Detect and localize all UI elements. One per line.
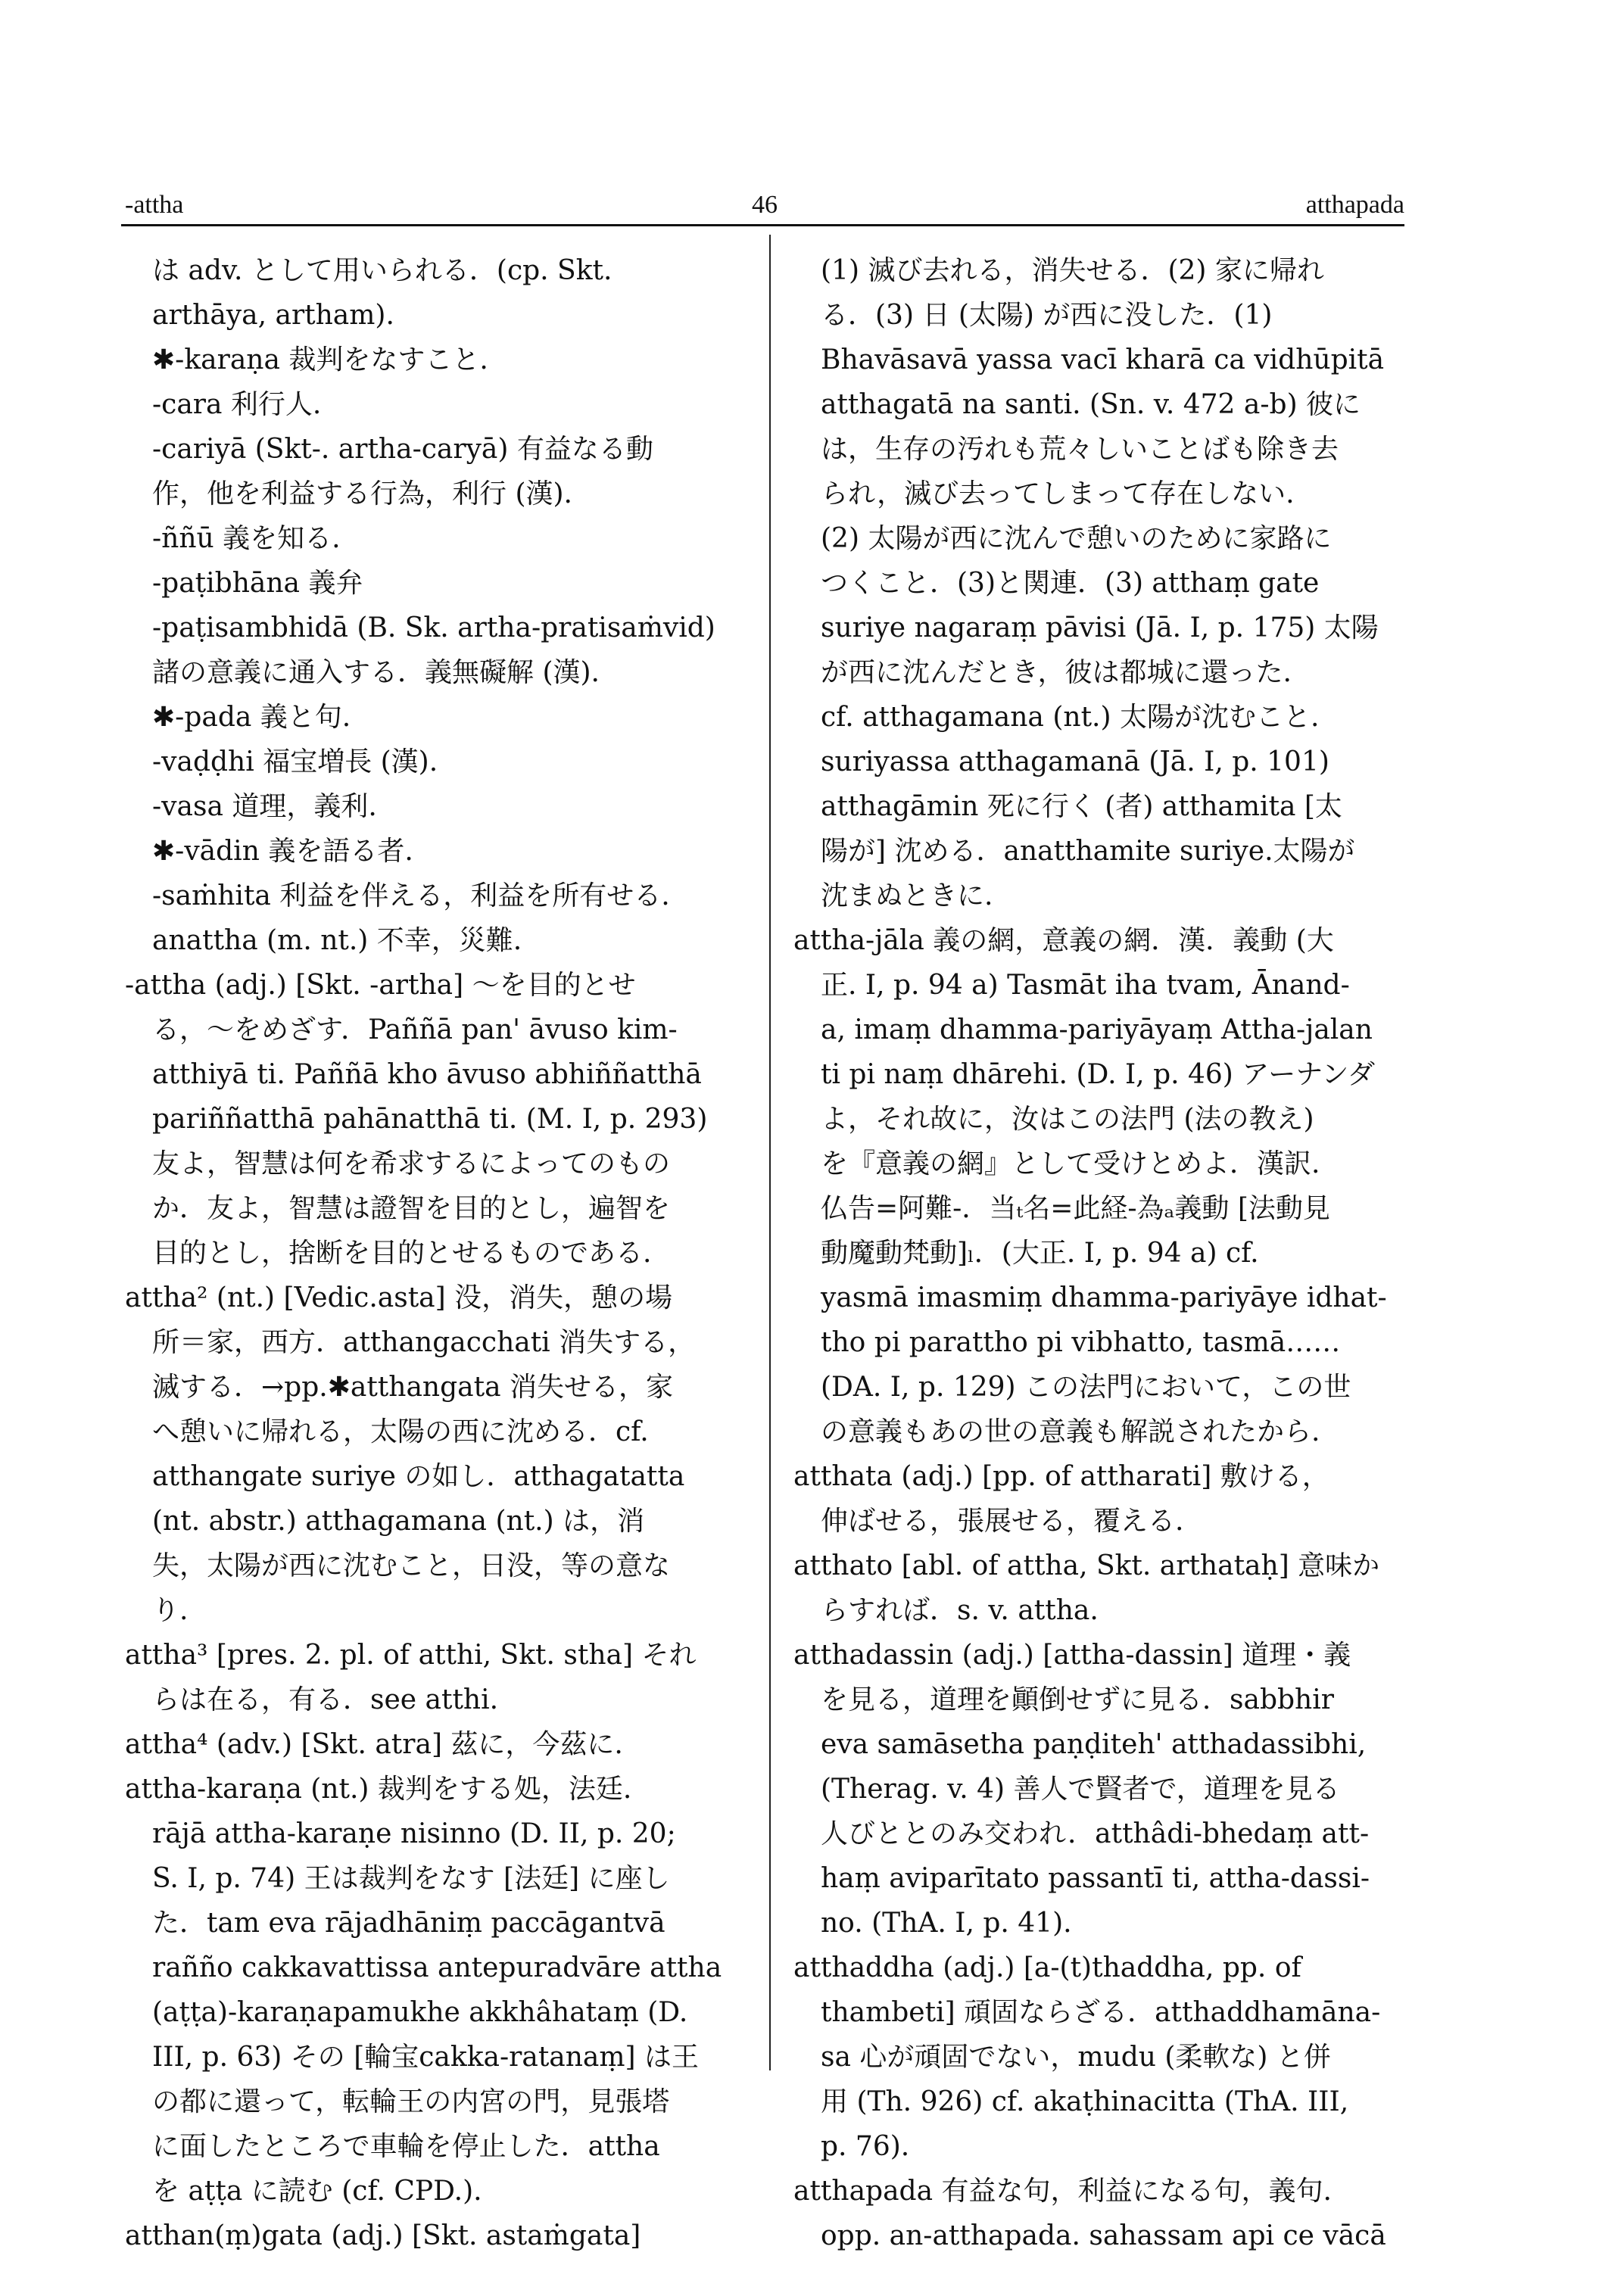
- entry-text-line: か．友よ，智慧は證智を目的とし，遍智を: [152, 1193, 671, 1224]
- entry-text-line: (2) 太陽が西に沈んで憩いのために家路に: [821, 523, 1332, 554]
- entry-text-line: へ憩いに帰れる，太陽の西に沈める．cf.: [152, 1416, 649, 1447]
- entry-text-line: り.: [152, 1595, 189, 1626]
- entry-text-line: suriye nagaraṃ pāvisi (Jā. I, p. 175) 太陽: [821, 612, 1379, 643]
- entry-text-line: ✱-vādin 義を語る者.: [152, 836, 413, 867]
- entry-text-line: を見る，道理を顚倒せずに見る．sabbhir: [821, 1684, 1334, 1715]
- running-header: [125, 191, 1404, 229]
- page-number: 46: [752, 191, 778, 219]
- entry-text-line: arthāya, artham).: [152, 300, 394, 331]
- entry-headword-line: atthata (adj.) [pp. of attharati] 敷ける，: [793, 1461, 1329, 1492]
- entry-text-line: yasmā imasmiṃ dhamma-pariyāye idhat-: [821, 1282, 1387, 1313]
- column-divider: [769, 235, 771, 2070]
- entry-text-line: 失，太陽が西に沈むこと，日没，等の意な: [152, 1550, 671, 1581]
- entry-text-line: 滅する．→pp.✱atthangata 消失せる，家: [152, 1372, 673, 1403]
- entry-text-line: 人びととのみ交われ．atthâdi-bhedaṃ att-: [821, 1818, 1370, 1849]
- entry-text-line: sa 心が頑固でない，mudu (柔軟な) と併: [821, 2042, 1331, 2073]
- entry-text-line: opp. an-atthapada. sahassam api ce vācā: [821, 2220, 1386, 2251]
- entry-text-line: らすれば．s. v. attha.: [821, 1595, 1099, 1626]
- entry-text-line: -paṭibhāna 義弁: [152, 568, 363, 599]
- entry-headword-line: atthato [abl. of attha, Skt. arthataḥ] 意味か: [793, 1550, 1380, 1581]
- header-right-guideword: atthapada: [1305, 191, 1404, 219]
- entry-text-line: (1) 滅び去れる，消失せる．(2) 家に帰れ: [821, 255, 1324, 286]
- entry-text-line: -saṁhita 利益を伴える，利益を所有せる.: [152, 880, 670, 911]
- header-rule: [121, 224, 1404, 226]
- entry-headword-line: atthaddha (adj.) [a-(t)thaddha, pp. of: [793, 1952, 1301, 1983]
- entry-headword-line: attha⁴ (adv.) [Skt. atra] 茲に，今茲に.: [125, 1729, 623, 1760]
- entry-text-line: 諸の意義に通入する．義無礙解 (漢).: [152, 657, 600, 688]
- entry-headword-line: attha² (nt.) [Vedic.asta] 没，消失，憩の場: [125, 1282, 673, 1313]
- entry-text-line: S. I, p. 74) 王は裁判をなす [法廷] に座し: [152, 1863, 670, 1894]
- entry-text-line: 陽が] 沈める．anatthamite suriye.太陽が: [821, 836, 1355, 867]
- entry-text-line: 所＝家，西方．atthangacchati 消失する，: [152, 1327, 696, 1358]
- entry-text-line: (aṭṭa)-karaṇapamukhe akkhâhataṃ (D.: [152, 1997, 688, 2028]
- entry-text-line: は，生存の汚れも荒々しいことばも除き去: [821, 434, 1339, 465]
- entry-text-line: 用 (Th. 926) cf. akaṭhinacitta (ThA. III,: [821, 2086, 1349, 2117]
- entry-text-line: 伸ばせる，張展せる，覆える.: [821, 1506, 1184, 1537]
- entry-text-line: tho pi parattho pi vibhatto, tasmā……: [821, 1327, 1341, 1358]
- entry-text-line: atthagāmin 死に行く (者) atthamita [太: [821, 791, 1342, 822]
- entry-text-line: p. 76).: [821, 2131, 910, 2162]
- entry-text-line: eva samāsetha paṇḍiteh' atthadassibhi,: [821, 1729, 1367, 1760]
- entry-text-line: -vaḍḍhi 福宝増長 (漢).: [152, 746, 438, 777]
- entry-text-line: anattha (m. nt.) 不幸，災難.: [152, 925, 522, 956]
- entry-text-line: -cara 利行人.: [152, 389, 322, 420]
- entry-text-line: rañño cakkavattissa antepuradvāre attha: [152, 1952, 722, 1983]
- entry-text-line: cf. atthagamana (nt.) 太陽が沈むこと.: [821, 702, 1320, 733]
- entry-text-line: が西に沈んだとき，彼は都城に還った.: [821, 657, 1292, 688]
- entry-text-line: -vasa 道理，義利.: [152, 791, 377, 822]
- entry-text-line: 正. I, p. 94 a) Tasmāt iha tvam, Ānand-: [821, 970, 1350, 1001]
- entry-headword-line: atthapada 有益な句，利益になる句，義句.: [793, 2176, 1332, 2207]
- entry-text-line: (Therag. v. 4) 善人で賢者で，道理を見る: [821, 1774, 1340, 1805]
- entry-text-line: thambeti] 頑固ならざる．atthaddhamāna-: [821, 1997, 1381, 2028]
- entry-text-line: た．tam eva rājadhāniṃ paccāgantvā: [152, 1908, 665, 1939]
- entry-text-line: らは在る，有る．see atthi.: [152, 1684, 499, 1715]
- entry-text-line: -ññū 義を知る.: [152, 523, 341, 554]
- entry-text-line: a, imaṃ dhamma-pariyāyaṃ Attha-jalan: [821, 1014, 1373, 1045]
- entry-text-line: suriyassa atthagamanā (Jā. I, p. 101): [821, 746, 1329, 777]
- entry-text-line: haṃ aviparītato passantī ti, attha-dassi-: [821, 1863, 1370, 1894]
- entry-headword-line: attha-jāla 義の網，意義の網．漢．義動 (大: [793, 925, 1334, 956]
- entry-headword-line: atthan(ṃ)gata (adj.) [Skt. astaṁgata]: [125, 2220, 641, 2251]
- entry-text-line: 作，他を利益する行為，利行 (漢).: [152, 478, 572, 509]
- entry-text-line: は adv. として用いられる．(cp. Skt.: [152, 255, 613, 286]
- right-column: [793, 248, 1410, 2258]
- entry-text-line: rājā attha-karaṇe nisinno (D. II, p. 20;: [152, 1818, 676, 1849]
- entry-text-line: る，～をめざす．Paññā pan' āvuso kim-: [152, 1014, 678, 1045]
- entry-text-line: の意義もあの世の意義も解説されたから.: [821, 1416, 1320, 1447]
- entry-text-line: の都に還って，転輪王の内宮の門，見張塔: [152, 2086, 670, 2117]
- entry-text-line: 仏告=阿難-．当ₜ名=此経-為ₐ義動 [法動見: [821, 1193, 1330, 1224]
- entry-text-line: atthiyā ti. Paññā kho āvuso abhiññatthā: [152, 1059, 702, 1090]
- header-left-guideword: -attha: [125, 191, 184, 219]
- entry-text-line: -paṭisambhidā (B. Sk. artha-pratisaṁvid): [152, 612, 715, 643]
- entry-headword-line: atthadassin (adj.) [attha-dassin] 道理・義: [793, 1640, 1351, 1671]
- entry-text-line: III, p. 63) その [輪宝cakka-ratanaṃ] は王: [152, 2042, 700, 2073]
- entry-text-line: る．(3) 日 (太陽) が西に没した．(1): [821, 300, 1273, 331]
- entry-text-line: atthangate suriye の如し．atthagatatta: [152, 1461, 685, 1492]
- entry-text-line: を aṭṭa に読む (cf. CPD.).: [152, 2176, 482, 2207]
- entry-text-line: られ，滅び去ってしまって存在しない.: [821, 478, 1295, 509]
- entry-text-line: -cariyā (Skt-. artha-caryā) 有益なる動: [152, 434, 653, 465]
- entry-text-line: よ，それ故に，汝はこの法門 (法の教え): [821, 1104, 1314, 1135]
- entry-text-line: 沈まぬときに.: [821, 880, 993, 911]
- entry-headword-line: -attha (adj.) [Skt. -artha] ～を目的とせ: [125, 970, 636, 1001]
- entry-text-line: atthagatā na santi. (Sn. v. 472 a-b) 彼に: [821, 389, 1361, 420]
- entry-text-line: ✱-karaṇa 裁判をなすこと.: [152, 344, 488, 375]
- entry-text-line: に面したところで車輪を停止した．attha: [152, 2131, 660, 2162]
- entry-text-line: Bhavāsavā yassa vacī kharā ca vidhūpitā: [821, 344, 1385, 375]
- entry-headword-line: attha³ [pres. 2. pl. of atthi, Skt. stha] それ: [125, 1640, 697, 1671]
- entry-text-line: 動魔動梵動]ₗ．(大正. I, p. 94 a) cf.: [821, 1238, 1259, 1269]
- entry-text-line: を『意義の網』として受けとめよ．漢訳.: [821, 1148, 1320, 1179]
- entry-text-line: (DA. I, p. 129) この法門において，この世: [821, 1372, 1351, 1403]
- entry-text-line: pariññatthā pahānatthā ti. (M. I, p. 293): [152, 1104, 708, 1135]
- entry-text-line: (nt. abstr.) atthagamana (nt.) は，消: [152, 1506, 645, 1537]
- entry-text-line: 目的とし，捨断を目的とせるものである.: [152, 1238, 652, 1269]
- entry-text-line: ti pi naṃ dhārehi. (D. I, p. 46) アーナンダ: [821, 1059, 1375, 1090]
- entry-text-line: つくこと．(3)と関連．(3) atthaṃ gate: [821, 568, 1320, 599]
- entry-text-line: ✱-pada 義と句.: [152, 702, 351, 733]
- entry-text-line: 友よ，智慧は何を希求するによってのもの: [152, 1148, 671, 1179]
- entry-headword-line: attha-karaṇa (nt.) 裁判をする処，法廷.: [125, 1774, 632, 1805]
- left-column: [125, 248, 746, 2258]
- entry-text-line: no. (ThA. I, p. 41).: [821, 1908, 1072, 1939]
